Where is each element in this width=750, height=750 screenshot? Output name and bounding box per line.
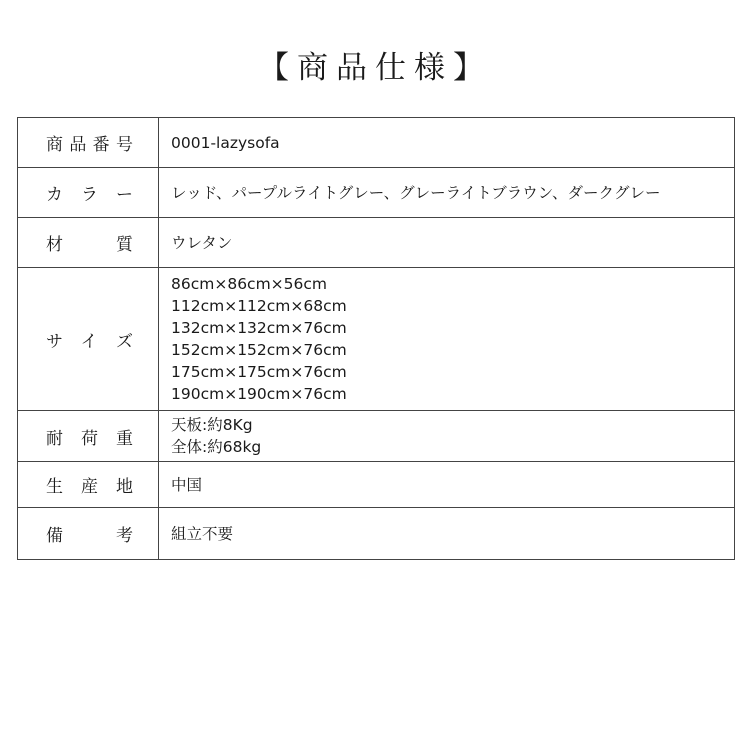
row-label: 商品番号 [46,135,133,155]
size-value: 190cm×190cm×76cm [171,385,347,403]
size-value: 152cm×152cm×76cm [171,341,347,359]
row-label: カラー [46,185,133,205]
table-row [18,268,735,411]
load-capacity-value: 全体:約68kg [171,438,262,456]
spec-table [17,117,735,560]
table-row [18,218,735,268]
table-row [18,168,735,218]
table-row [18,118,735,168]
row-value-cell [159,462,735,508]
row-label: 備考 [46,526,133,546]
size-value: 132cm×132cm×76cm [171,319,347,337]
product-number-value: 0001-lazysofa [171,133,280,152]
load-capacity-value: 天板:約8Kg [171,416,253,434]
row-label: サイズ [46,331,133,352]
row-label-cell [18,168,159,218]
table-row [18,411,735,462]
table-row [18,508,735,560]
row-label-cell [18,268,159,411]
size-value: 175cm×175cm×76cm [171,363,347,381]
row-label: 生産地 [46,477,133,497]
row-label-cell [18,118,159,168]
color-value: レッド、パープルライトグレー、グレーライトブラウン、ダークグレー [171,183,661,202]
origin-value: 中国 [171,475,203,494]
row-value-cell [159,508,735,560]
table-row [18,462,735,508]
row-value-cell [159,411,735,462]
row-label-cell [18,462,159,508]
row-label-cell [18,411,159,462]
row-label-cell [18,508,159,560]
size-value: 86cm×86cm×56cm [171,275,328,293]
size-value: 112cm×112cm×68cm [171,297,347,315]
row-value-cell [159,218,735,268]
row-label: 材質 [46,235,133,255]
material-value: ウレタン [171,233,233,252]
row-value-cell [159,118,735,168]
remarks-value: 組立不要 [171,524,234,543]
row-value-cell [159,168,735,218]
row-label-cell [18,218,159,268]
row-label: 耐荷重 [46,428,133,449]
row-value-cell [159,268,735,411]
page-title: 【商品仕様】 [258,50,492,86]
